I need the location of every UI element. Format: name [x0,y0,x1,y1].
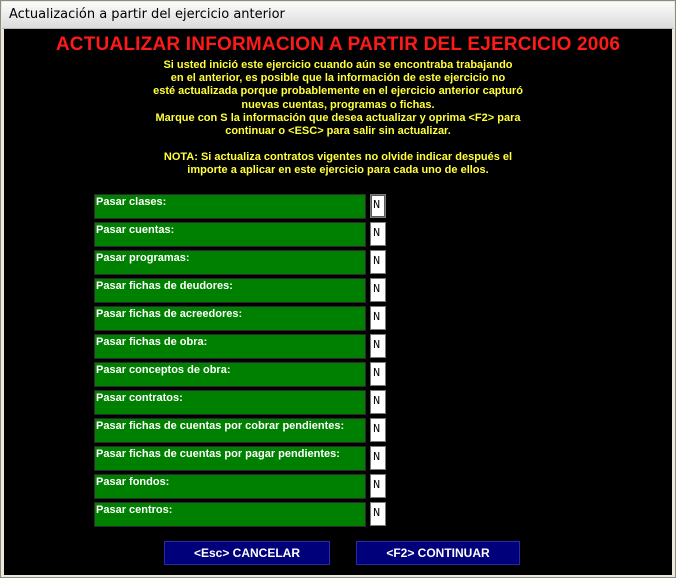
content-area [4,29,672,575]
option-label: Pasar fondos: [96,476,170,488]
option-input-pasar-clases[interactable]: N [370,194,386,218]
option-label: Pasar fichas de deudores: [96,280,233,292]
option-label-row [94,222,366,247]
option-input-pasar-fichas-deudores[interactable]: N [370,278,386,302]
title-bar[interactable] [2,2,674,29]
option-label: Pasar fichas de cuentas por pagar pendientes: [96,448,340,460]
option-label-row [94,278,366,303]
option-label-row [94,250,366,275]
option-label-row [94,306,366,331]
option-label-row [94,194,366,219]
option-label: Pasar clases: [96,196,167,208]
page-title: ACTUALIZAR INFORMACION A PARTIR DEL EJERCICIO 2006 [55,34,621,55]
option-label-row [94,502,366,527]
instruction-line: nuevas cuentas, programas o fichas. [241,98,435,111]
instruction-line: en el anterior, es posible que la información de este ejercicio no [170,72,506,85]
instruction-line: Si usted inició este ejercicio cuando aún se encontraba trabajando [163,59,513,71]
option-label-row [94,446,366,471]
option-input-pasar-fichas-obra[interactable]: N [370,334,386,358]
option-input-pasar-cuentas-cobrar[interactable]: N [370,418,386,442]
instruction-line: continuar o <ESC> para salir sin actualizar. [225,125,451,138]
option-label-row [94,474,366,499]
option-input-pasar-fichas-acreedores[interactable]: N [370,306,386,330]
option-input-pasar-contratos[interactable]: N [370,390,386,414]
instruction-line: Marque con S la información que desea actualizar y oprima <F2> para [155,111,521,124]
instructions-text [4,59,672,138]
option-label: Pasar programas: [96,252,190,264]
option-input-pasar-cuentas[interactable]: N [370,222,386,246]
option-label-row [94,390,366,415]
option-label: Pasar fichas de obra: [96,336,208,348]
option-input-pasar-conceptos-obra[interactable]: N [370,362,386,386]
option-label: Pasar centros: [96,504,173,516]
option-label: Pasar fichas de acreedores: [96,308,243,320]
option-label: Pasar fichas de cuentas por cobrar pendientes: [96,420,345,432]
option-label: Pasar contratos: [96,392,183,404]
option-label-row [94,418,366,443]
instruction-line: esté actualizada porque probablemente en el ejercicio anterior capturó [153,85,523,98]
option-input-pasar-fondos[interactable]: N [370,474,386,498]
note-line: importe a aplicar en este ejercicio para cada uno de ellos. [187,164,489,177]
continue-button[interactable]: <F2> CONTINUAR [356,541,520,565]
cancel-button[interactable]: <Esc> CANCELAR [164,541,330,565]
option-input-pasar-cuentas-pagar[interactable]: N [370,446,386,470]
option-input-pasar-programas[interactable]: N [370,250,386,274]
note-text [4,151,672,177]
option-label: Pasar cuentas: [96,224,175,236]
option-label-row [94,334,366,359]
option-label-row [94,362,366,387]
option-label: Pasar conceptos de obra: [96,364,231,376]
option-input-pasar-centros[interactable]: N [370,502,386,526]
window-title: Actualización a partir del ejercicio anterior [9,7,285,22]
note-line: NOTA: Si actualiza contratos vigentes no olvide indicar después el [163,151,513,163]
